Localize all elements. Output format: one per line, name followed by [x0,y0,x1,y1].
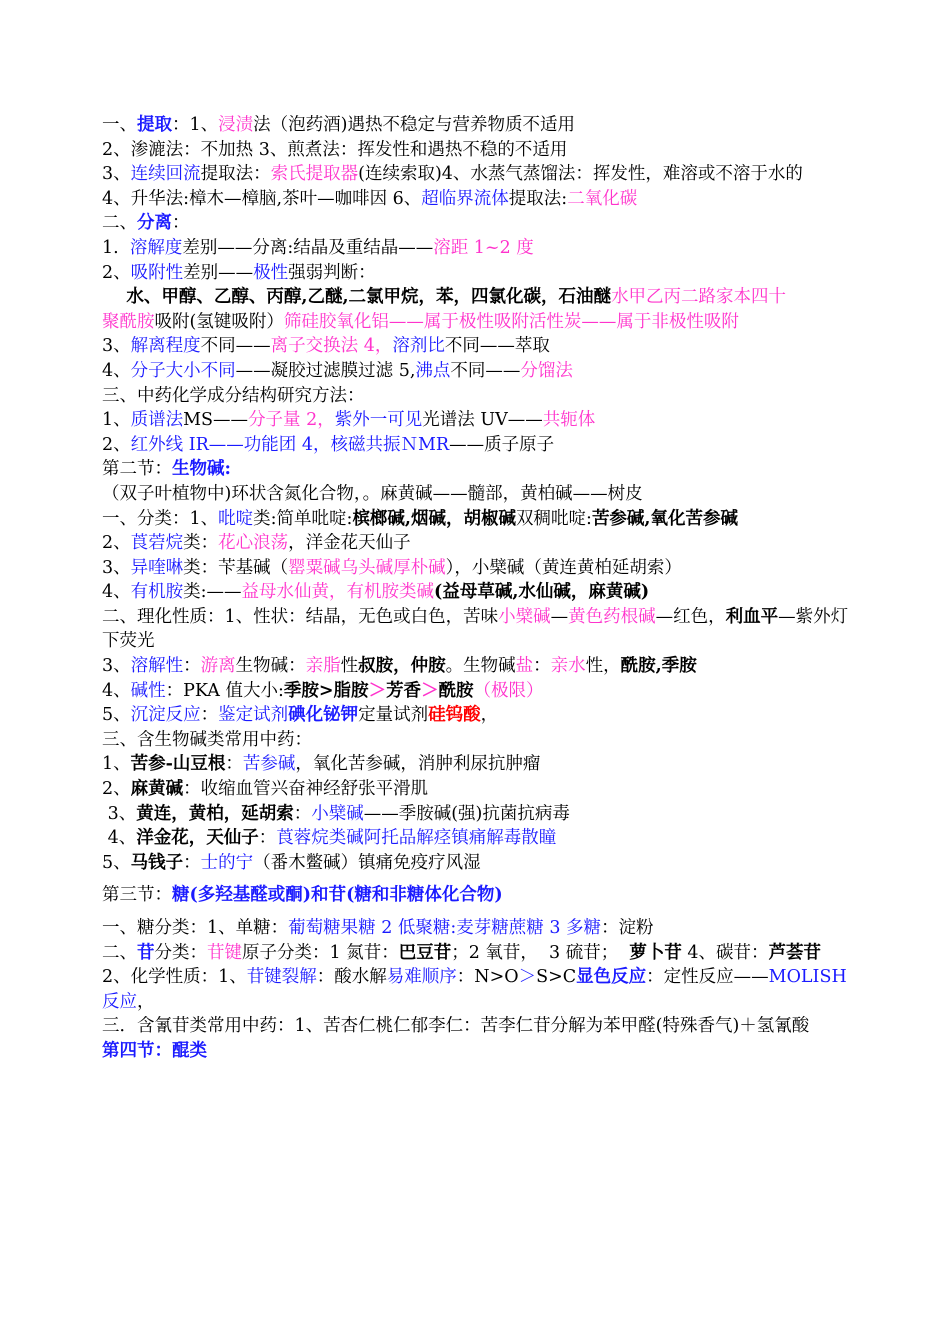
text-run: 3、 [102,336,131,357]
text-run: 5、 [102,705,131,726]
text-run: 2、渗漉法：不加热 3、煎煮法：挥发性和遇热不稳的不适用 [102,139,568,160]
text-run: 硅钨酸 [428,705,481,726]
text-run: 1、 [102,410,131,431]
text-run: 质谱法 [130,410,184,431]
text-line [102,1014,852,1039]
text-run: 共轭体 [542,410,596,431]
text-run: 类： [183,533,219,554]
text-run: 盐 [515,656,534,677]
text-run: ，洋金花天仙子 [288,533,411,554]
text-run: 巴豆苷 [398,942,452,963]
text-run: —紫外灯下荧光 [102,606,849,652]
text-run: MOLISH 反应 [102,967,853,1012]
text-run: 沸点 [415,360,451,381]
text-run: ：定性反应—— [646,967,769,988]
text-line [102,883,852,908]
text-run: 3、 [102,803,137,824]
text-run: 一、糖分类：1、单糖： [102,918,289,938]
text-run: 槟榔碱,烟碱，胡椒碱 [352,508,517,529]
text-run: ： [293,803,312,824]
text-run: 2、化学性质：1、 [102,967,247,988]
text-run: 强弱判断： [288,262,376,283]
text-run: 水甲乙丙二路家本四十 [611,287,787,308]
text-run: 解离程度 [130,336,201,357]
text-run: 不同—— [200,336,271,357]
text-run: 苦参碱 [242,754,296,775]
text-run: ——凝胶过滤膜过滤 5, [235,360,416,381]
text-run: 酰胺,季胺 [620,656,697,677]
text-run: 第二节： [102,459,172,480]
text-run: 第四节： [102,1040,172,1061]
text-line [102,113,852,138]
text-line [102,187,852,212]
text-run: 苦参-山豆根 [130,754,226,775]
text-line [102,457,852,482]
text-run: 性， [585,656,621,677]
text-run: ： [183,852,201,873]
text-line [102,826,852,851]
text-line [102,433,852,458]
text-run: ： [533,656,551,677]
text-run: ；2 氧苷， 3 硫苷； [451,942,630,963]
text-run: 双稠吡啶: [516,508,592,529]
text-line [102,531,852,556]
text-run: 3、 [102,656,131,677]
paragraph-gap [102,875,852,883]
text-run: 利血平 [725,606,779,627]
document-body [102,113,852,1064]
text-run: 5、 [102,852,131,873]
text-run: 三、中药化学成分结构研究方法： [102,385,365,406]
text-run: 二、 [102,942,137,963]
text-run: 生物碱: [172,459,231,480]
text-run: 光谱法 UV—— [422,410,543,431]
text-run: 溶剂比 [392,336,445,357]
text-run: 酰胺 [438,680,474,701]
text-run: 吸附(氢键吸附） [154,311,284,332]
text-run: ：淀粉 [601,918,654,938]
text-line [102,285,852,310]
text-run: 苷键 [207,942,242,963]
text-run: S>C [536,967,577,988]
text-run: 红外线 IR——功能团 4， [130,434,331,455]
text-run: （双子叶植物中)环状含氮化合物，。麻黄碱——髓部，黄柏碱——树皮 [102,483,643,504]
text-run: 溶解性 [130,656,184,677]
text-run: 分子量 2， [248,410,335,431]
text-run: 有机胺 [130,582,184,603]
text-line [102,654,852,679]
text-run: 3、 [102,164,131,185]
text-run: 马钱子 [130,852,184,873]
text-line [102,802,852,827]
text-run: 黄连，黄柏，延胡索 [136,803,294,824]
text-line [102,408,852,433]
text-run: 类:—— [183,582,242,603]
text-run: 2、 [102,533,131,554]
text-run: ＞ [518,967,537,988]
text-run: 罂粟碱乌头碱厚朴碱 [288,557,446,578]
text-line [102,211,852,236]
text-run: 分馏法 [520,360,573,381]
text-line [102,703,852,728]
text-run: 苷 [137,942,155,963]
text-run: 士的宁 [200,852,254,873]
text-line [102,580,852,605]
text-run: 分离 [137,213,172,234]
text-run: ： [225,754,243,775]
text-run: 4、 [102,360,131,381]
text-run: ， [137,991,155,1012]
text-run: 索氏提取器 [270,164,359,185]
text-run: 差别——分离:结晶及重结晶—— [182,237,434,258]
text-line [102,334,852,359]
text-run: 分子大小不同 [130,360,236,381]
text-run: 莨蓉烷类碱阿托品解痉镇痛解毒散瞳 [276,828,557,849]
text-run: 季胺>脂胺 [283,680,369,701]
text-run: 2、 [102,434,131,455]
text-run: 连续回流 [130,164,201,185]
text-run: ——季胺碱(强)抗菌抗病毒 [363,803,570,824]
text-run: 4、升华法:樟木—樟脑,茶叶—咖啡因 6、 [102,188,422,209]
text-line [102,941,852,966]
text-run: 分类： [154,942,207,963]
text-run: 三、含生物碱类常用中药： [102,729,312,750]
text-line [102,777,852,802]
text-run: 糖 [172,885,190,906]
text-run: （极限） [473,680,544,701]
text-run: ），小檗碱（黄连黄柏延胡索） [445,557,682,578]
text-run: 一、分类：1、 [102,508,219,529]
text-run: 花心浪荡 [218,533,289,554]
text-run: 差别—— [183,262,254,283]
text-run: ——质子原子 [449,434,555,455]
text-run: 溶距 1~2 度 [433,237,534,258]
text-run: ：酸水解 [316,967,387,988]
text-run: 不同—— [450,360,521,381]
paragraph-gap [102,908,852,916]
text-line [102,851,852,876]
text-run: 离子交换法 4， [270,336,393,357]
text-run: 水、甲醇、乙醇、丙醇,乙醚,二氯甲烷，苯，四氯化碳，石油醚 [102,287,612,308]
text-run: ：PKA 值大小: [165,680,284,701]
text-run: 洋金花，天仙子 [136,828,259,849]
text-run: 鉴定试剂 [218,705,289,726]
text-run: ：N>O [456,967,519,988]
text-run: (连续索取)4、水蒸气蒸馏法：挥发性，难溶或不溶于水的 [358,164,803,185]
text-run: 提取 [137,115,172,135]
text-run: ＞ [421,680,439,701]
text-run: 益母水仙黄，有机胺类碱 [241,582,435,603]
text-run: ：收缩血管兴奋神经舒张平滑肌 [183,779,429,800]
text-line [102,916,852,941]
text-run: 4、 [102,680,131,701]
text-run: 聚酰胺 [102,311,155,332]
text-line [102,752,852,777]
text-run: 麻黄碱 [130,779,184,800]
text-run: 芦荟苷 [768,942,822,963]
text-run: MS—— [183,410,249,431]
text-run: 三．含氰苷类常用中药：1、苦杏仁桃仁郁李仁：苦李仁苷分解为苯甲醛(特殊香气)＋氢氰酸 [102,1016,810,1037]
text-line [102,679,852,704]
text-run: 2、 [102,262,131,283]
text-run: 提取法： [200,164,271,185]
text-line [102,261,852,286]
text-run: (益母草碱,水仙碱，麻黄碱) [434,582,650,603]
text-run: 生物碱： [235,656,306,677]
text-run: 芳香 [386,680,422,701]
text-line [102,605,852,654]
text-run: 浸渍 [218,115,254,135]
text-run: ： [258,828,277,849]
text-run: （番木鳖碱）镇痛免疫疗风湿 [253,852,481,873]
text-run: 苷键裂解 [246,967,317,988]
text-run: 萝卜苷 [629,942,682,963]
text-run: 醌类 [172,1040,207,1061]
text-line [102,728,852,753]
text-run: ＞ [368,680,387,701]
text-run: 沉淀反应 [130,705,201,726]
text-run: 紫外一可见 [334,410,423,431]
text-run: 1. [102,237,130,258]
text-line [102,556,852,581]
text-run: ： [172,213,190,234]
text-run: 亲水 [550,656,586,677]
text-run: 类：苄基碱（ [183,557,289,578]
text-run: (糖和非糖体化合物) [346,885,503,906]
text-run: 1、 [102,754,131,775]
text-run: 葡萄糖果糖 2 低聚糖:麦芽糖蔗糖 3 多糖 [288,918,602,938]
text-run: (多羟基醛或酮)和 [189,885,329,906]
text-run: 显色反应 [576,967,647,988]
text-run: ： [200,705,219,726]
text-run: 易难顺序 [386,967,457,988]
text-run: ：1、 [172,115,219,135]
text-run: 吸附性 [130,262,184,283]
text-run: 亲脂 [305,656,341,677]
text-run: 原子分类：1 氮苷： [242,942,399,963]
text-run: 苷 [328,885,347,906]
text-run: 二氧化碳 [567,188,638,209]
text-line [102,507,852,532]
text-run: 异喹啉 [130,557,184,578]
text-line [102,236,852,261]
text-run: 苦参碱,氧化苦参碱 [591,508,739,529]
text-run: 碘化铋钾 [288,705,359,726]
text-run: ，氧化苦参碱，消肿利尿抗肿瘤 [295,754,541,775]
text-run: 不同——萃取 [444,336,550,357]
text-run: 提取法: [508,188,568,209]
text-line [102,1039,852,1064]
text-run: 定量试剂 [358,705,429,726]
text-run: —红色， [655,606,726,627]
text-run: 超临界流体 [421,188,509,209]
text-run: 碱性 [130,680,166,701]
text-run: 溶解度 [129,237,183,258]
text-run: 黄色药根碱 [568,606,656,627]
text-run: 2、 [102,779,131,800]
text-run: 游离 [200,656,236,677]
text-run: 第三节： [102,885,172,906]
text-run: 二、 [102,213,137,234]
text-line [102,482,852,507]
text-line [102,310,852,335]
text-run: 吡啶 [218,508,254,529]
text-run: 小檗碱 [311,803,364,824]
text-run: 叔胺，仲胺 [358,656,446,677]
text-run: 莨菪烷 [130,533,184,554]
text-run: 类:简单吡啶: [253,508,353,529]
text-line [102,162,852,187]
text-run: 4、 [102,828,137,849]
text-run: ： [183,656,201,677]
text-run: 4、 [102,582,131,603]
text-run: 。生物碱 [445,656,516,677]
text-run: 小檗碱 [498,606,551,627]
text-line [102,965,852,1014]
text-run: ， [480,705,499,726]
text-run: 极性 [253,262,289,283]
text-run: 4、碳苷： [681,942,769,963]
text-line [102,359,852,384]
text-run: 性 [340,656,359,677]
text-run: 二、理化性质：1、性状：结晶，无色或白色，苦味 [102,606,499,627]
text-line [102,384,852,409]
text-run: 筛硅胶氧化铝——属于极性吸附活性炭——属于非极性吸附 [283,311,739,332]
text-run: 3、 [102,557,131,578]
text-run: 核磁共振ＮMR [330,434,450,455]
text-line [102,138,852,163]
text-run: 法（泡药酒)遇热不稳定与营养物质不适用 [253,115,575,135]
text-run: 一、 [102,115,137,135]
text-run: — [550,606,569,627]
